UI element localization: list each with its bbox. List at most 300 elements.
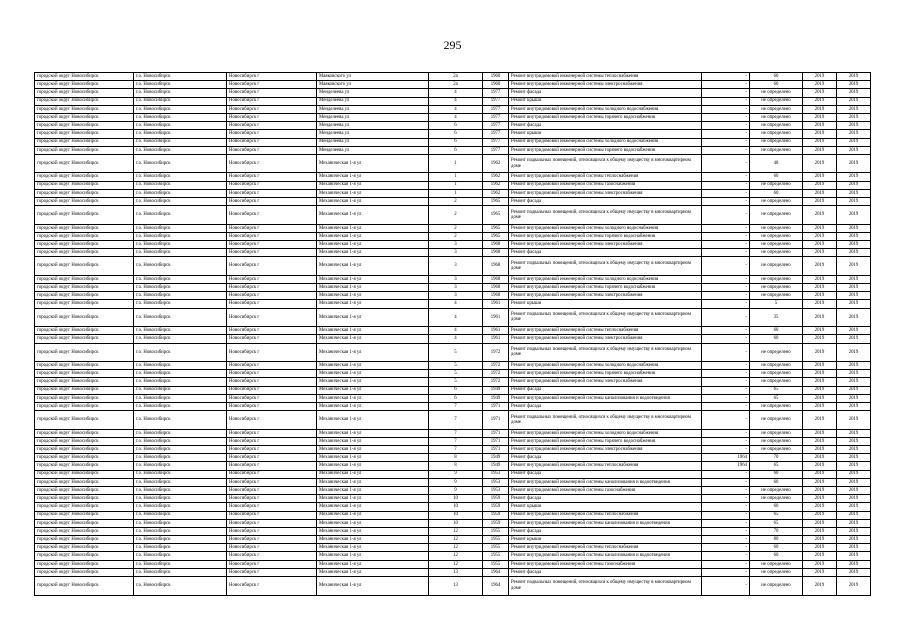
cost-cell: не определено xyxy=(750,568,803,576)
house-number-cell: 6 xyxy=(429,386,483,394)
build-year-cell: 1977 xyxy=(483,97,509,105)
build-year-cell: 1968 xyxy=(483,284,509,292)
house-number-cell: 9 xyxy=(429,478,483,486)
plan-end-cell: 2019 xyxy=(837,486,871,494)
plan-end-cell: 2019 xyxy=(837,519,871,527)
plan-end-cell: 2019 xyxy=(837,402,871,410)
city-cell: Новосибирск г xyxy=(227,181,317,189)
plan-end-cell: 2019 xyxy=(837,335,871,343)
cost-cell: 70 xyxy=(750,527,803,535)
city-cell: Новосибирск г xyxy=(227,470,317,478)
build-year-cell: 1968 xyxy=(483,275,509,283)
settlement-cell: г.о. Новосибирск xyxy=(134,503,227,511)
city-cell: Новосибирск г xyxy=(227,402,317,410)
cost-cell: 60 xyxy=(750,503,803,511)
plan-end-cell: 2019 xyxy=(837,284,871,292)
settlement-cell: г.о. Новосибирск xyxy=(134,73,227,81)
plan-start-cell: 2019 xyxy=(803,577,837,596)
street-cell: Механическая 1-я ул xyxy=(317,577,429,596)
work-type-cell: Ремонт внутридомовой инженерной системы теплоснабжения xyxy=(509,173,702,181)
house-number-cell: 10 xyxy=(429,503,483,511)
work-type-cell: Ремонт внутридомовой инженерной системы холодного водоснабжения xyxy=(509,224,702,232)
build-year-cell: 1962 xyxy=(483,173,509,181)
settlement-cell: г.о. Новосибирск xyxy=(134,437,227,445)
work-type-cell: Ремонт крыши xyxy=(509,536,702,544)
plan-start-cell: 2019 xyxy=(803,527,837,535)
plan-start-cell: 2019 xyxy=(803,249,837,257)
plan-start-cell: 2019 xyxy=(803,292,837,300)
street-cell: Механическая 1-я ул xyxy=(317,527,429,535)
build-year-cell: 1962 xyxy=(483,181,509,189)
build-year-cell: 1949 xyxy=(483,394,509,402)
cost-cell: не определено xyxy=(750,89,803,97)
build-year-cell: 1961 xyxy=(483,327,509,335)
settlement-cell: г.о. Новосибирск xyxy=(134,386,227,394)
build-year-cell: 1968 xyxy=(483,241,509,249)
table-row xyxy=(35,327,871,335)
work-type-cell: Ремонт фасада xyxy=(509,568,702,576)
last-repair-cell: - xyxy=(702,343,750,362)
house-number-cell: 3 xyxy=(429,292,483,300)
city-cell: Новосибирск г xyxy=(227,454,317,462)
work-type-cell: Ремонт внутридомовой инженерной системы горячего водоснабжения xyxy=(509,437,702,445)
plan-start-cell: 2019 xyxy=(803,73,837,81)
settlement-cell: г.о. Новосибирск xyxy=(134,292,227,300)
plan-end-cell: 2019 xyxy=(837,197,871,205)
plan-start-cell: 2019 xyxy=(803,206,837,225)
house-number-cell: 6 xyxy=(429,130,483,138)
work-type-cell: Ремонт внутридомовой инженерной системы теплоснабжения xyxy=(509,73,702,81)
table-row xyxy=(35,189,871,197)
plan-start-cell: 2019 xyxy=(803,113,837,121)
house-number-cell: 1 xyxy=(429,189,483,197)
street-cell: Механическая 1-я ул xyxy=(317,519,429,527)
house-number-cell: 10 xyxy=(429,511,483,519)
settlement-cell: г.о. Новосибирск xyxy=(134,343,227,362)
house-number-cell: 6 xyxy=(429,122,483,130)
last-repair-cell: - xyxy=(702,189,750,197)
settlement-cell: г.о. Новосибирск xyxy=(134,181,227,189)
street-cell: Менделеева ул xyxy=(317,89,429,97)
last-repair-cell: - xyxy=(702,536,750,544)
cost-cell: не определено xyxy=(750,429,803,437)
municipality-cell: городской округ Новосибирск xyxy=(35,370,134,378)
house-number-cell: 2 xyxy=(429,206,483,225)
table-row xyxy=(35,257,871,276)
plan-end-cell: 2019 xyxy=(837,232,871,240)
table-row xyxy=(35,206,871,225)
work-type-cell: Ремонт внутридомовой инженерной системы горячего водоснабжения xyxy=(509,146,702,154)
table-row xyxy=(35,292,871,300)
table-row xyxy=(35,146,871,154)
table-row xyxy=(35,335,871,343)
work-type-cell: Ремонт внутридомовой инженерной системы электроснабжения xyxy=(509,189,702,197)
build-year-cell: 1949 xyxy=(483,454,509,462)
build-year-cell: 1955 xyxy=(483,552,509,560)
settlement-cell: г.о. Новосибирск xyxy=(134,544,227,552)
street-cell: Маяковского ул xyxy=(317,81,429,89)
work-type-cell: Ремонт фасада xyxy=(509,402,702,410)
table-row xyxy=(35,130,871,138)
build-year-cell: 1971 xyxy=(483,446,509,454)
city-cell: Новосибирск г xyxy=(227,335,317,343)
last-repair-cell: - xyxy=(702,300,750,308)
plan-start-cell: 2019 xyxy=(803,257,837,276)
street-cell: Менделеева ул xyxy=(317,138,429,146)
table-body xyxy=(35,73,871,596)
plan-start-cell: 2019 xyxy=(803,437,837,445)
last-repair-cell: - xyxy=(702,503,750,511)
plan-end-cell: 2019 xyxy=(837,154,871,173)
settlement-cell: г.о. Новосибирск xyxy=(134,568,227,576)
build-year-cell: 1965 xyxy=(483,224,509,232)
build-year-cell: 1977 xyxy=(483,122,509,130)
plan-end-cell: 2019 xyxy=(837,189,871,197)
city-cell: Новосибирск г xyxy=(227,511,317,519)
settlement-cell: г.о. Новосибирск xyxy=(134,446,227,454)
plan-end-cell: 2019 xyxy=(837,462,871,470)
house-number-cell: 4 xyxy=(429,113,483,121)
house-number-cell: 13 xyxy=(429,568,483,576)
plan-end-cell: 2019 xyxy=(837,536,871,544)
cost-cell: 60 xyxy=(750,552,803,560)
last-repair-cell: - xyxy=(702,552,750,560)
city-cell: Новосибирск г xyxy=(227,73,317,81)
city-cell: Новосибирск г xyxy=(227,138,317,146)
settlement-cell: г.о. Новосибирск xyxy=(134,257,227,276)
house-number-cell: 12 xyxy=(429,552,483,560)
work-type-cell: Ремонт внутридомовой инженерной системы теплоснабжения xyxy=(509,511,702,519)
plan-start-cell: 2019 xyxy=(803,386,837,394)
plan-end-cell: 2019 xyxy=(837,560,871,568)
table-row xyxy=(35,300,871,308)
table-row xyxy=(35,527,871,535)
municipality-cell: городской округ Новосибирск xyxy=(35,275,134,283)
build-year-cell: 1977 xyxy=(483,130,509,138)
city-cell: Новосибирск г xyxy=(227,486,317,494)
settlement-cell: г.о. Новосибирск xyxy=(134,536,227,544)
plan-end-cell: 2019 xyxy=(837,146,871,154)
plan-end-cell: 2019 xyxy=(837,386,871,394)
last-repair-cell: - xyxy=(702,257,750,276)
street-cell: Менделеева ул xyxy=(317,105,429,113)
work-type-cell: Ремонт крыши xyxy=(509,300,702,308)
last-repair-cell: 1964 xyxy=(702,454,750,462)
settlement-cell: г.о. Новосибирск xyxy=(134,232,227,240)
settlement-cell: г.о. Новосибирск xyxy=(134,113,227,121)
plan-start-cell: 2019 xyxy=(803,130,837,138)
house-number-cell: 9 xyxy=(429,470,483,478)
work-type-cell: Ремонт фасада xyxy=(509,470,702,478)
page-number: 295 xyxy=(443,38,462,52)
street-cell: Механическая 1-я ул xyxy=(317,478,429,486)
city-cell: Новосибирск г xyxy=(227,411,317,430)
work-type-cell: Ремонт внутридомовой инженерной системы холодного водоснабжения xyxy=(509,138,702,146)
street-cell: Механическая 1-я ул xyxy=(317,511,429,519)
settlement-cell: г.о. Новосибирск xyxy=(134,495,227,503)
cost-cell: 60 xyxy=(750,73,803,81)
municipality-cell: городской округ Новосибирск xyxy=(35,560,134,568)
cost-cell: 80 xyxy=(750,536,803,544)
street-cell: Механическая 1-я ул xyxy=(317,173,429,181)
last-repair-cell: - xyxy=(702,130,750,138)
plan-start-cell: 2019 xyxy=(803,232,837,240)
city-cell: Новосибирск г xyxy=(227,478,317,486)
work-type-cell: Ремонт внутридомовой инженерной системы газоснабжения xyxy=(509,560,702,568)
city-cell: Новосибирск г xyxy=(227,113,317,121)
last-repair-cell: 1964 xyxy=(702,462,750,470)
work-type-cell: Ремонт фасада xyxy=(509,454,702,462)
city-cell: Новосибирск г xyxy=(227,462,317,470)
house-number-cell: 4 xyxy=(429,335,483,343)
cost-cell: 65 xyxy=(750,462,803,470)
municipality-cell: городской округ Новосибирск xyxy=(35,454,134,462)
house-number-cell: 7 xyxy=(429,411,483,430)
work-type-cell: Ремонт внутридомовой инженерной системы электроснабжения xyxy=(509,241,702,249)
cost-cell: не определено xyxy=(750,495,803,503)
street-cell: Менделеева ул xyxy=(317,122,429,130)
last-repair-cell: - xyxy=(702,292,750,300)
last-repair-cell: - xyxy=(702,173,750,181)
cost-cell: 60 xyxy=(750,335,803,343)
build-year-cell: 1962 xyxy=(483,154,509,173)
table-row xyxy=(35,224,871,232)
municipality-cell: городской округ Новосибирск xyxy=(35,378,134,386)
cost-cell: не определено xyxy=(750,446,803,454)
build-year-cell: 1964 xyxy=(483,568,509,576)
plan-end-cell: 2019 xyxy=(837,370,871,378)
city-cell: Новосибирск г xyxy=(227,130,317,138)
work-type-cell: Ремонт внутридомовой инженерной системы электроснабжения xyxy=(509,81,702,89)
build-year-cell: 1955 xyxy=(483,544,509,552)
work-type-cell: Ремонт внутридомовой инженерной системы горячего водоснабжения xyxy=(509,284,702,292)
city-cell: Новосибирск г xyxy=(227,154,317,173)
build-year-cell: 1959 xyxy=(483,519,509,527)
municipality-cell: городской округ Новосибирск xyxy=(35,503,134,511)
cost-cell: не определено xyxy=(750,486,803,494)
plan-end-cell: 2019 xyxy=(837,503,871,511)
cost-cell: не определено xyxy=(750,97,803,105)
cost-cell: 65 xyxy=(750,386,803,394)
build-year-cell: 1955 xyxy=(483,527,509,535)
work-type-cell: Ремонт внутридомовой инженерной системы теплоснабжения xyxy=(509,544,702,552)
street-cell: Механическая 1-я ул xyxy=(317,470,429,478)
city-cell: Новосибирск г xyxy=(227,284,317,292)
cost-cell: 65 xyxy=(750,511,803,519)
municipality-cell: городской округ Новосибирск xyxy=(35,429,134,437)
cost-cell: не определено xyxy=(750,284,803,292)
table-row xyxy=(35,249,871,257)
work-type-cell: Ремонт внутридомовой инженерной системы холодного водоснабжения xyxy=(509,105,702,113)
plan-start-cell: 2019 xyxy=(803,284,837,292)
city-cell: Новосибирск г xyxy=(227,241,317,249)
street-cell: Механическая 1-я ул xyxy=(317,300,429,308)
table-row xyxy=(35,446,871,454)
table-row xyxy=(35,577,871,596)
street-cell: Механическая 1-я ул xyxy=(317,327,429,335)
municipality-cell: городской округ Новосибирск xyxy=(35,411,134,430)
build-year-cell: 1971 xyxy=(483,402,509,410)
house-number-cell: 6 xyxy=(429,138,483,146)
cost-cell: не определено xyxy=(750,257,803,276)
house-number-cell: 9 xyxy=(429,486,483,494)
street-cell: Механическая 1-я ул xyxy=(317,284,429,292)
plan-end-cell: 2019 xyxy=(837,327,871,335)
street-cell: Механическая 1-я ул xyxy=(317,454,429,462)
work-type-cell: Ремонт внутридомовой инженерной системы теплоснабжения xyxy=(509,462,702,470)
city-cell: Новосибирск г xyxy=(227,429,317,437)
city-cell: Новосибирск г xyxy=(227,249,317,257)
last-repair-cell: - xyxy=(702,370,750,378)
plan-start-cell: 2019 xyxy=(803,197,837,205)
house-number-cell: 3 xyxy=(429,249,483,257)
last-repair-cell: - xyxy=(702,335,750,343)
plan-start-cell: 2019 xyxy=(803,402,837,410)
street-cell: Механическая 1-я ул xyxy=(317,411,429,430)
house-number-cell: 6 xyxy=(429,394,483,402)
plan-end-cell: 2019 xyxy=(837,343,871,362)
street-cell: Механическая 1-я ул xyxy=(317,189,429,197)
cost-cell: 65 xyxy=(750,519,803,527)
last-repair-cell: - xyxy=(702,568,750,576)
table-row xyxy=(35,73,871,81)
table-row xyxy=(35,81,871,89)
build-year-cell: 1960 xyxy=(483,73,509,81)
municipality-cell: городской округ Новосибирск xyxy=(35,197,134,205)
plan-start-cell: 2019 xyxy=(803,411,837,430)
work-type-cell: Ремонт внутридомовой инженерной системы канализования и водоотведения xyxy=(509,394,702,402)
house-number-cell: 8 xyxy=(429,454,483,462)
house-number-cell: 5 xyxy=(429,362,483,370)
street-cell: Механическая 1-я ул xyxy=(317,257,429,276)
house-number-cell: 4 xyxy=(429,105,483,113)
settlement-cell: г.о. Новосибирск xyxy=(134,378,227,386)
work-type-cell: Ремонт фасада xyxy=(509,122,702,130)
municipality-cell: городской округ Новосибирск xyxy=(35,173,134,181)
cost-cell: не определено xyxy=(750,437,803,445)
house-number-cell: 3 xyxy=(429,275,483,283)
plan-end-cell: 2019 xyxy=(837,394,871,402)
street-cell: Механическая 1-я ул xyxy=(317,446,429,454)
plan-start-cell: 2019 xyxy=(803,560,837,568)
cost-cell: не определено xyxy=(750,292,803,300)
plan-start-cell: 2019 xyxy=(803,343,837,362)
build-year-cell: 1977 xyxy=(483,138,509,146)
settlement-cell: г.о. Новосибирск xyxy=(134,138,227,146)
street-cell: Механическая 1-я ул xyxy=(317,429,429,437)
plan-end-cell: 2019 xyxy=(837,113,871,121)
municipality-cell: городской округ Новосибирск xyxy=(35,446,134,454)
build-year-cell: 1961 xyxy=(483,308,509,327)
plan-end-cell: 2019 xyxy=(837,241,871,249)
plan-end-cell: 2019 xyxy=(837,130,871,138)
settlement-cell: г.о. Новосибирск xyxy=(134,173,227,181)
plan-start-cell: 2019 xyxy=(803,189,837,197)
city-cell: Новосибирск г xyxy=(227,527,317,535)
plan-start-cell: 2019 xyxy=(803,224,837,232)
house-number-cell: 2а xyxy=(429,81,483,89)
city-cell: Новосибирск г xyxy=(227,437,317,445)
city-cell: Новосибирск г xyxy=(227,536,317,544)
municipality-cell: городской округ Новосибирск xyxy=(35,249,134,257)
settlement-cell: г.о. Новосибирск xyxy=(134,81,227,89)
street-cell: Механическая 1-я ул xyxy=(317,560,429,568)
street-cell: Механическая 1-я ул xyxy=(317,486,429,494)
plan-end-cell: 2019 xyxy=(837,73,871,81)
settlement-cell: г.о. Новосибирск xyxy=(134,577,227,596)
city-cell: Новосибирск г xyxy=(227,327,317,335)
build-year-cell: 1977 xyxy=(483,146,509,154)
city-cell: Новосибирск г xyxy=(227,503,317,511)
house-number-cell: 12 xyxy=(429,536,483,544)
table-row xyxy=(35,470,871,478)
plan-end-cell: 2019 xyxy=(837,437,871,445)
settlement-cell: г.о. Новосибирск xyxy=(134,462,227,470)
municipality-cell: городской округ Новосибирск xyxy=(35,284,134,292)
work-type-cell: Ремонт внутридомовой инженерной системы электроснабжения xyxy=(509,292,702,300)
work-type-cell: Ремонт подвальных помещений, относящихся к общему имуществу в многоквартирном доме xyxy=(509,154,702,173)
municipality-cell: городской округ Новосибирск xyxy=(35,292,134,300)
work-type-cell: Ремонт внутридомовой инженерной системы газоснабжения xyxy=(509,486,702,494)
municipality-cell: городской округ Новосибирск xyxy=(35,130,134,138)
house-number-cell: 7 xyxy=(429,437,483,445)
municipality-cell: городской округ Новосибирск xyxy=(35,362,134,370)
plan-start-cell: 2019 xyxy=(803,519,837,527)
plan-end-cell: 2019 xyxy=(837,362,871,370)
city-cell: Новосибирск г xyxy=(227,308,317,327)
city-cell: Новосибирск г xyxy=(227,370,317,378)
settlement-cell: г.о. Новосибирск xyxy=(134,224,227,232)
street-cell: Маяковского ул xyxy=(317,73,429,81)
plan-start-cell: 2019 xyxy=(803,241,837,249)
last-repair-cell: - xyxy=(702,105,750,113)
plan-end-cell: 2019 xyxy=(837,122,871,130)
cost-cell: не определено xyxy=(750,197,803,205)
settlement-cell: г.о. Новосибирск xyxy=(134,146,227,154)
work-type-cell: Ремонт подвальных помещений, относящихся к общему имуществу в многоквартирном доме xyxy=(509,308,702,327)
table-row xyxy=(35,429,871,437)
cost-cell: не определено xyxy=(750,249,803,257)
municipality-cell: городской округ Новосибирск xyxy=(35,89,134,97)
municipality-cell: городской округ Новосибирск xyxy=(35,232,134,240)
plan-start-cell: 2019 xyxy=(803,154,837,173)
street-cell: Механическая 1-я ул xyxy=(317,275,429,283)
plan-start-cell: 2019 xyxy=(803,394,837,402)
plan-end-cell: 2019 xyxy=(837,181,871,189)
street-cell: Механическая 1-я ул xyxy=(317,206,429,225)
work-type-cell: Ремонт внутридомовой инженерной системы электроснабжения xyxy=(509,446,702,454)
settlement-cell: г.о. Новосибирск xyxy=(134,308,227,327)
street-cell: Механическая 1-я ул xyxy=(317,394,429,402)
table-row xyxy=(35,181,871,189)
plan-start-cell: 2019 xyxy=(803,378,837,386)
municipality-cell: городской округ Новосибирск xyxy=(35,470,134,478)
city-cell: Новосибирск г xyxy=(227,173,317,181)
plan-start-cell: 2019 xyxy=(803,362,837,370)
settlement-cell: г.о. Новосибирск xyxy=(134,130,227,138)
cost-cell: не определено xyxy=(750,241,803,249)
house-number-cell: 13 xyxy=(429,577,483,596)
municipality-cell: городской округ Новосибирск xyxy=(35,544,134,552)
settlement-cell: г.о. Новосибирск xyxy=(134,327,227,335)
last-repair-cell: - xyxy=(702,437,750,445)
cost-cell: не определено xyxy=(750,130,803,138)
municipality-cell: городской округ Новосибирск xyxy=(35,495,134,503)
build-year-cell: 1971 xyxy=(483,429,509,437)
street-cell: Механическая 1-я ул xyxy=(317,386,429,394)
house-number-cell: 6 xyxy=(429,146,483,154)
work-type-cell: Ремонт внутридомовой инженерной системы канализования и водоотведения xyxy=(509,478,702,486)
